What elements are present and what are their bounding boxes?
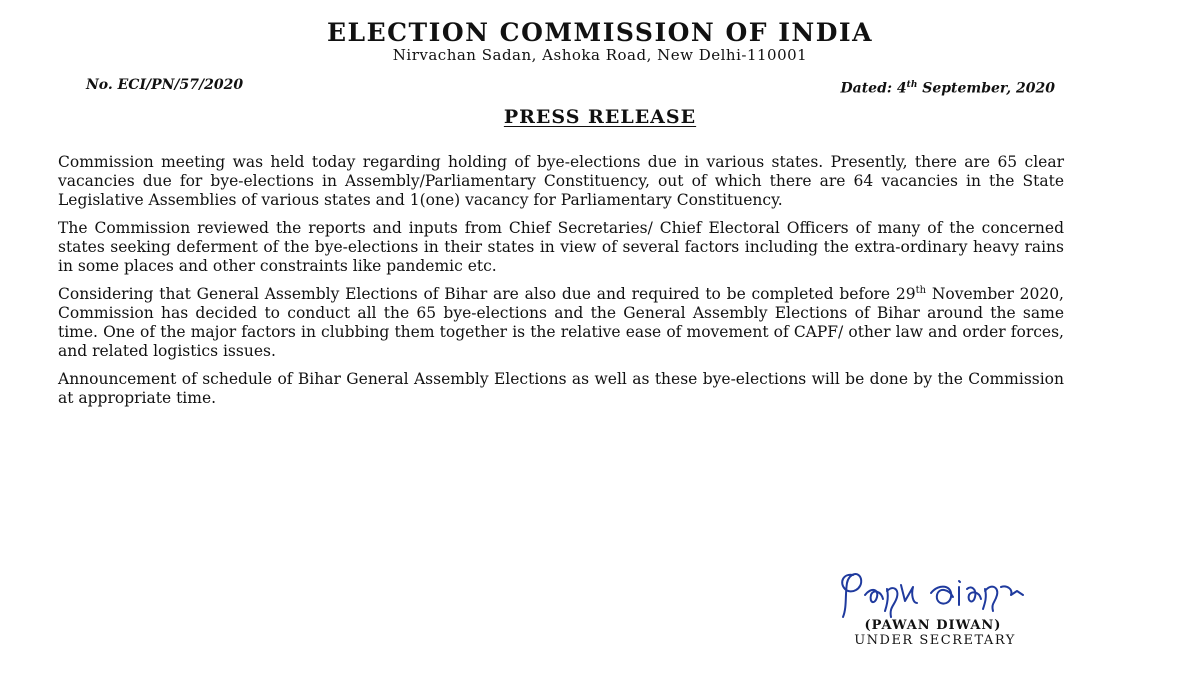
signatory-title: UNDER SECRETARY	[854, 633, 1016, 648]
paragraph-3-part-1: Considering that General Assembly Elections of Bihar are also due and required to be completed before 29	[58, 285, 916, 303]
release-date	[840, 76, 1055, 98]
signatory-name: (PAWAN DIWAN)	[864, 618, 1002, 633]
paragraph-4: Announcement of schedule of Bihar General Assembly Elections as well as these bye-elections will be done by the Commission at appropriate time.	[58, 370, 1064, 407]
reference-number: No. ECI/PN/57/2020	[86, 77, 244, 93]
paragraph-3	[58, 285, 1064, 361]
organization-name: ELECTION COMMISSION OF INDIA	[326, 18, 874, 47]
organization-address: Nirvachan Sadan, Ashoka Road, New Delhi-110001	[392, 46, 808, 64]
paragraph-2: The Commission reviewed the reports and inputs from Chief Secretaries/ Chief Electoral Officers of many of the concerned states seeking deferment of the bye-elections in their states in view of several factors including the extra-ordinary heavy rains in some places and other constraints like pandemic etc.	[58, 219, 1064, 275]
paragraph-1: Commission meeting was held today regarding holding of bye-elections due in various states. Presently, there are 65 clear vacancies due for bye-elections in Assembly/Parliamentary Constituency, out of which there are 64 vacancies in the State Legislative Assemblies of various states and 1(one) vacancy for Parliamentary Constituency.	[58, 153, 1064, 209]
heading-text: PRESS RELEASE	[503, 106, 697, 128]
date-ordinal: th	[906, 80, 918, 90]
date-prefix: Dated: 4	[840, 80, 907, 97]
paragraph-3-part-2: November 2020, Commission has decided to conduct all the 65 bye-elections and the General Assembly Elections of Bihar around the same time. One of the major factors in clubbing them together is the relative ease of movement of CAPF/ other law and order forces, and related logistics issues.	[58, 285, 1064, 360]
paragraph-3-ordinal: th	[915, 284, 927, 296]
document-heading	[0, 100, 1200, 129]
release-body	[58, 153, 1064, 417]
date-suffix: September, 2020	[917, 80, 1055, 97]
